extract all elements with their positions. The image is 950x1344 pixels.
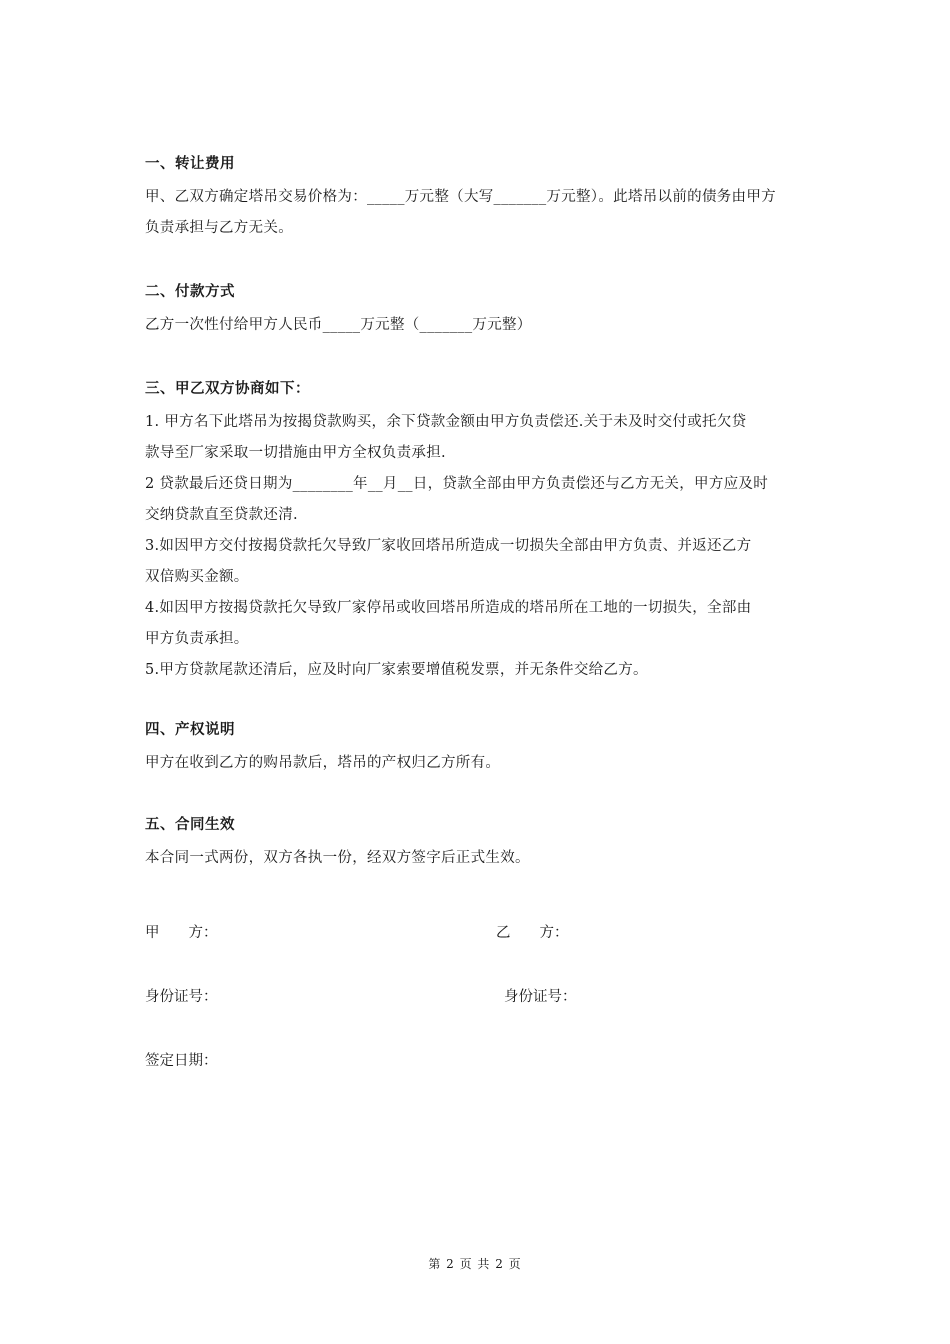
paragraph-line: 交纳贷款直至贷款还清.	[145, 507, 298, 523]
section-heading: 四、产权说明	[145, 722, 235, 738]
sign-date-label: 签定日期：	[145, 1053, 218, 1069]
section-heading: 一、转让费用	[145, 156, 235, 172]
party-a-id-label: 身份证号：	[145, 989, 218, 1005]
party-b-label: 乙 方：	[496, 925, 569, 941]
party-b-id-label: 身份证号：	[504, 989, 577, 1005]
page-footer: 第 2 页 共 2 页	[428, 1257, 522, 1271]
paragraph-line: 甲、乙双方确定塔吊交易价格为：_____万元整（大写_______万元整）。此塔吊以前的债务由甲方	[145, 189, 776, 205]
section-transfer-fee	[145, 152, 810, 244]
section-payment-method	[145, 280, 810, 341]
paragraph-line: 2 贷款最后还贷日期为________年__月__日，贷款全部由甲方负责偿还与乙方无关，甲方应及时	[145, 476, 769, 492]
paragraph-line: 4.如因甲方按揭贷款托欠导致厂家停吊或收回塔吊所造成的塔吊所在工地的一切损失，全部由	[145, 600, 752, 616]
section-agreement-terms	[145, 377, 810, 686]
paragraph-line: 1. 甲方名下此塔吊为按揭贷款购买，余下贷款金额由甲方负责偿还.关于未及时交付或托欠贷	[145, 414, 747, 430]
paragraph-line: 乙方一次性付给甲方人民币_____万元整（_______万元整）	[145, 317, 532, 333]
paragraph-line: 5.甲方贷款尾款还清后，应及时向厂家索要增值税发票，并无条件交给乙方。	[145, 662, 648, 678]
section-property-rights	[145, 718, 810, 779]
paragraph-line: 甲方负责承担。	[145, 631, 249, 647]
section-heading: 三、甲乙双方协商如下：	[145, 381, 310, 397]
party-a-label: 甲 方：	[145, 925, 218, 941]
document-body	[145, 152, 810, 874]
paragraph-line: 本合同一式两份，双方各执一份，经双方签字后正式生效。	[145, 850, 530, 866]
section-heading: 二、付款方式	[145, 284, 235, 300]
paragraph-line: 双倍购买金额。	[145, 569, 249, 585]
paragraph-line: 负责承担与乙方无关。	[145, 220, 293, 236]
paragraph-line: 3.如因甲方交付按揭贷款托欠导致厂家收回塔吊所造成一切损失全部由甲方负责、并返还乙方	[145, 538, 752, 554]
paragraph-line: 款导至厂家采取一切措施由甲方全权负责承担.	[145, 445, 446, 461]
section-contract-effect	[145, 813, 810, 874]
section-heading: 五、合同生效	[145, 817, 235, 833]
paragraph-line: 甲方在收到乙方的购吊款后，塔吊的产权归乙方所有。	[145, 755, 501, 771]
